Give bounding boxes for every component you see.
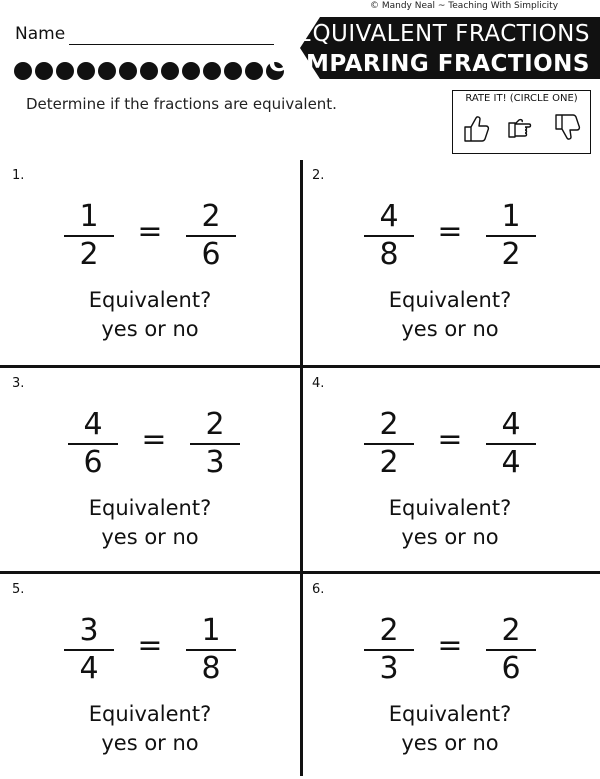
fraction-equation [300, 408, 600, 478]
denominator: 2 [379, 445, 399, 480]
denominator: 3 [379, 651, 399, 686]
fraction-equation [300, 614, 600, 684]
denominator: 4 [79, 651, 99, 686]
rating-box [452, 90, 591, 154]
dot [203, 62, 221, 80]
dot [77, 62, 95, 80]
right-fraction [486, 200, 536, 272]
fraction-equation [0, 614, 300, 684]
problem-6 [300, 574, 600, 779]
denominator: 6 [201, 237, 221, 272]
right-fraction [486, 408, 536, 480]
title-line2: COMPARING FRACTIONS [268, 51, 590, 77]
left-fraction [64, 200, 114, 272]
denominator: 2 [79, 237, 99, 272]
numerator: 2 [379, 613, 399, 648]
problem-3 [0, 368, 300, 573]
fraction-equation [0, 408, 300, 478]
rating-title: RATE IT! (CIRCLE ONE) [465, 93, 578, 104]
problem-number: 2. [312, 168, 325, 183]
dot [56, 62, 74, 80]
equivalent-question: Equivalent? [88, 288, 212, 312]
numerator: 1 [501, 199, 521, 234]
dot [35, 62, 53, 80]
equals-sign: = [141, 422, 167, 457]
right-fraction [486, 614, 536, 686]
dot [224, 62, 242, 80]
equivalent-question: Equivalent? [388, 288, 512, 312]
dot [182, 62, 200, 80]
yes-or-no-answer[interactable]: yes or no [401, 317, 499, 341]
problem-number: 6. [312, 582, 325, 597]
equals-sign: = [437, 214, 463, 249]
thumbs-down-icon[interactable] [550, 111, 584, 145]
denominator: 6 [501, 651, 521, 686]
left-fraction [364, 614, 414, 686]
numerator: 4 [83, 407, 103, 442]
equivalent-question: Equivalent? [88, 496, 212, 520]
problem-number: 4. [312, 376, 325, 391]
fraction-equation [0, 200, 300, 270]
numerator: 2 [501, 613, 521, 648]
title-banner [268, 17, 600, 87]
name-line[interactable] [69, 44, 274, 45]
right-fraction [186, 614, 236, 686]
equals-sign: = [137, 628, 163, 663]
denominator: 4 [501, 445, 521, 480]
denominator: 8 [379, 237, 399, 272]
problem-5 [0, 574, 300, 779]
equivalent-question: Equivalent? [388, 702, 512, 726]
numerator: 1 [201, 613, 221, 648]
instructions: Determine if the fractions are equivalent. [26, 95, 337, 113]
yes-or-no-answer[interactable]: yes or no [101, 731, 199, 755]
left-fraction [68, 408, 118, 480]
thumbs-up-icon[interactable] [459, 111, 493, 145]
equals-sign: = [437, 628, 463, 663]
dot [245, 62, 263, 80]
copyright-text: © Mandy Neal ~ Teaching With Simplicity [370, 1, 559, 11]
yes-or-no-answer[interactable]: yes or no [401, 525, 499, 549]
right-fraction [190, 408, 240, 480]
problem-number: 5. [12, 582, 25, 597]
dot [161, 62, 179, 80]
left-fraction [364, 408, 414, 480]
problem-number: 1. [12, 168, 25, 183]
denominator: 2 [501, 237, 521, 272]
thumbs-sideways-icon[interactable] [505, 111, 539, 145]
numerator: 2 [201, 199, 221, 234]
title-line1: EQUIVALENT FRACTIONS [297, 21, 590, 47]
equals-sign: = [437, 422, 463, 457]
numerator: 4 [501, 407, 521, 442]
dot [140, 62, 158, 80]
dot-row [14, 62, 284, 80]
numerator: 2 [205, 407, 225, 442]
denominator: 6 [83, 445, 103, 480]
problem-2 [300, 160, 600, 365]
problem-number: 3. [12, 376, 25, 391]
numerator: 1 [79, 199, 99, 234]
yes-or-no-answer[interactable]: yes or no [101, 525, 199, 549]
yes-or-no-answer[interactable]: yes or no [401, 731, 499, 755]
yes-or-no-answer[interactable]: yes or no [101, 317, 199, 341]
dot [14, 62, 32, 80]
fraction-equation [300, 200, 600, 270]
problem-4 [300, 368, 600, 573]
problem-1 [0, 160, 300, 365]
denominator: 8 [201, 651, 221, 686]
equals-sign: = [137, 214, 163, 249]
numerator: 2 [379, 407, 399, 442]
equivalent-question: Equivalent? [388, 496, 512, 520]
numerator: 4 [379, 199, 399, 234]
equivalent-question: Equivalent? [88, 702, 212, 726]
dot [98, 62, 116, 80]
numerator: 3 [79, 613, 99, 648]
denominator: 3 [205, 445, 225, 480]
dot [119, 62, 137, 80]
name-label: Name [15, 24, 66, 44]
left-fraction [64, 614, 114, 686]
left-fraction [364, 200, 414, 272]
right-fraction [186, 200, 236, 272]
